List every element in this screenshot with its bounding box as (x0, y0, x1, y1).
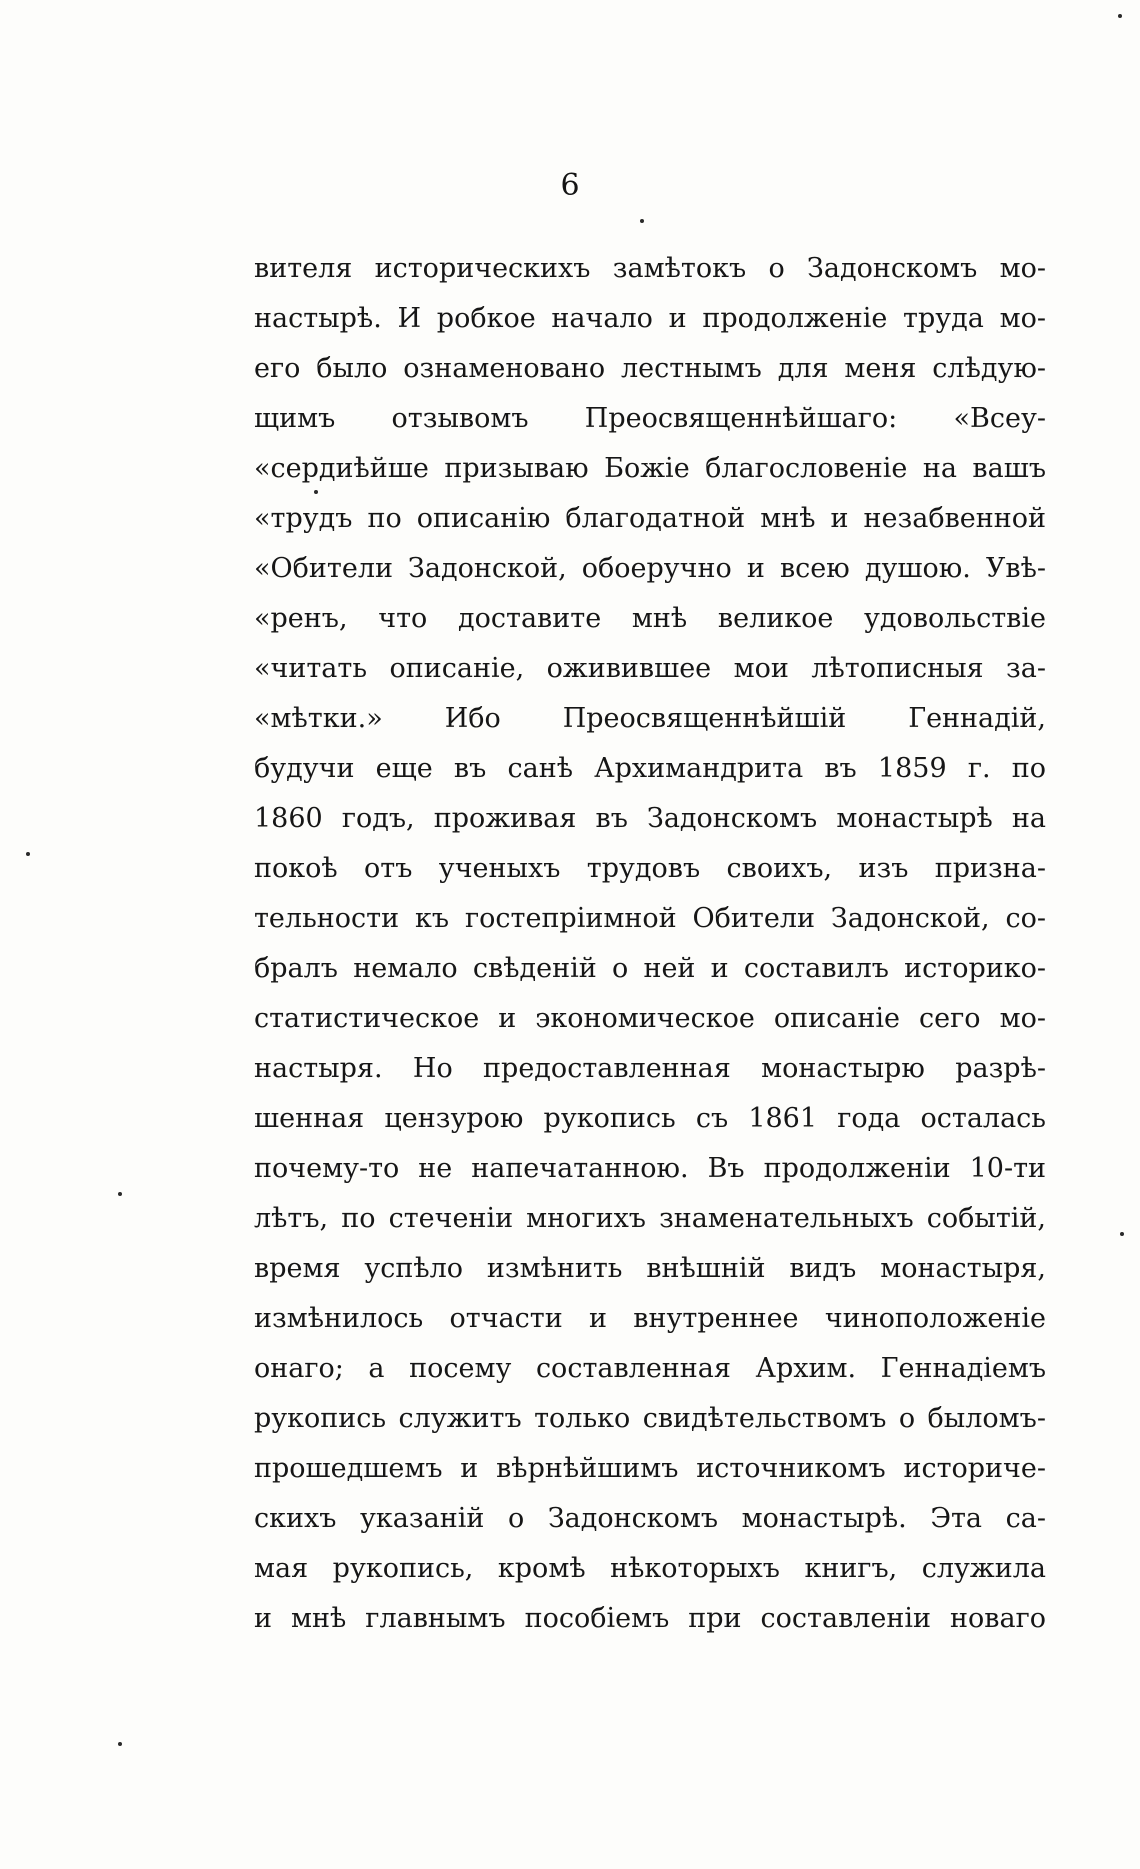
text-line: тельности къ гостепріимной Обители Задонской, со- (254, 903, 1046, 934)
print-speck (26, 852, 30, 856)
text-line: щимъ отзывомъ Преосвященнѣйшаго: «Всеу- (254, 403, 1046, 434)
print-speck (314, 490, 318, 494)
text-line: «Обители Задонской, обоеручно и всею душою. Увѣ- (254, 553, 1046, 584)
text-line: онаго; а посему составленная Архим. Геннадіемъ (254, 1353, 1046, 1384)
body-text (254, 244, 1046, 1644)
text-line: и мнѣ главнымъ пособіемъ при составленіи новаго (254, 1603, 1046, 1634)
text-line: измѣнилось отчасти и внутреннее чиноположеніе (254, 1303, 1046, 1334)
text-line: «трудъ по описанію благодатной мнѣ и незабвенной (254, 503, 1046, 534)
text-line: «ренъ, что доставите мнѣ великое удовольствіе (254, 603, 1046, 634)
text-line: «читать описаніе, оживившее мои лѣтописныя за- (254, 653, 1046, 684)
text-line: рукопись служитъ только свидѣтельствомъ о быломъ- (254, 1403, 1046, 1434)
print-speck (1120, 1232, 1124, 1236)
text-line: покоѣ отъ ученыхъ трудовъ своихъ, изъ призна- (254, 853, 1046, 884)
print-speck (640, 219, 644, 223)
page-number: 6 (560, 168, 580, 203)
text-line: настыря. Но предоставленная монастырю разрѣ- (254, 1053, 1046, 1084)
text-line: прошедшемъ и вѣрнѣйшимъ источникомъ историче- (254, 1453, 1046, 1484)
text-line: настырѣ. И робкое начало и продолженіе труда мо- (254, 303, 1046, 334)
text-line: 1860 годъ, проживая въ Задонскомъ монастырѣ на (254, 803, 1046, 834)
text-line: «сердиѣйше призываю Божіе благословеніе на вашъ (254, 453, 1046, 484)
text-line: скихъ указаній о Задонскомъ монастырѣ. Эта са- (254, 1503, 1046, 1534)
text-line: бралъ немало свѣденій о ней и составилъ историко- (254, 953, 1046, 984)
text-line: будучи еще въ санѣ Архимандрита въ 1859 г. по (254, 753, 1046, 784)
text-line: мая рукопись, кромѣ нѣкоторыхъ книгъ, служила (254, 1553, 1046, 1584)
print-speck (118, 1742, 122, 1746)
text-line: время успѣло измѣнить внѣшній видъ монастыря, (254, 1253, 1046, 1284)
print-speck (1118, 14, 1122, 18)
text-line: почему-то не напечатанною. Въ продолженіи 10-ти (254, 1153, 1046, 1184)
text-line: шенная цензурою рукопись съ 1861 года осталась (254, 1103, 1046, 1134)
text-line: «мѣтки.» Ибо Преосвященнѣйшій Геннадій, (254, 703, 1046, 734)
print-speck (118, 1192, 122, 1196)
text-line: его было ознаменовано лестнымъ для меня слѣдую- (254, 353, 1046, 384)
text-line: вителя историческихъ замѣтокъ о Задонскомъ мо- (254, 253, 1046, 284)
text-line: статистическое и экономическое описаніе сего мо- (254, 1003, 1046, 1034)
text-line: лѣтъ, по стеченіи многихъ знаменательныхъ событій, (254, 1203, 1046, 1234)
